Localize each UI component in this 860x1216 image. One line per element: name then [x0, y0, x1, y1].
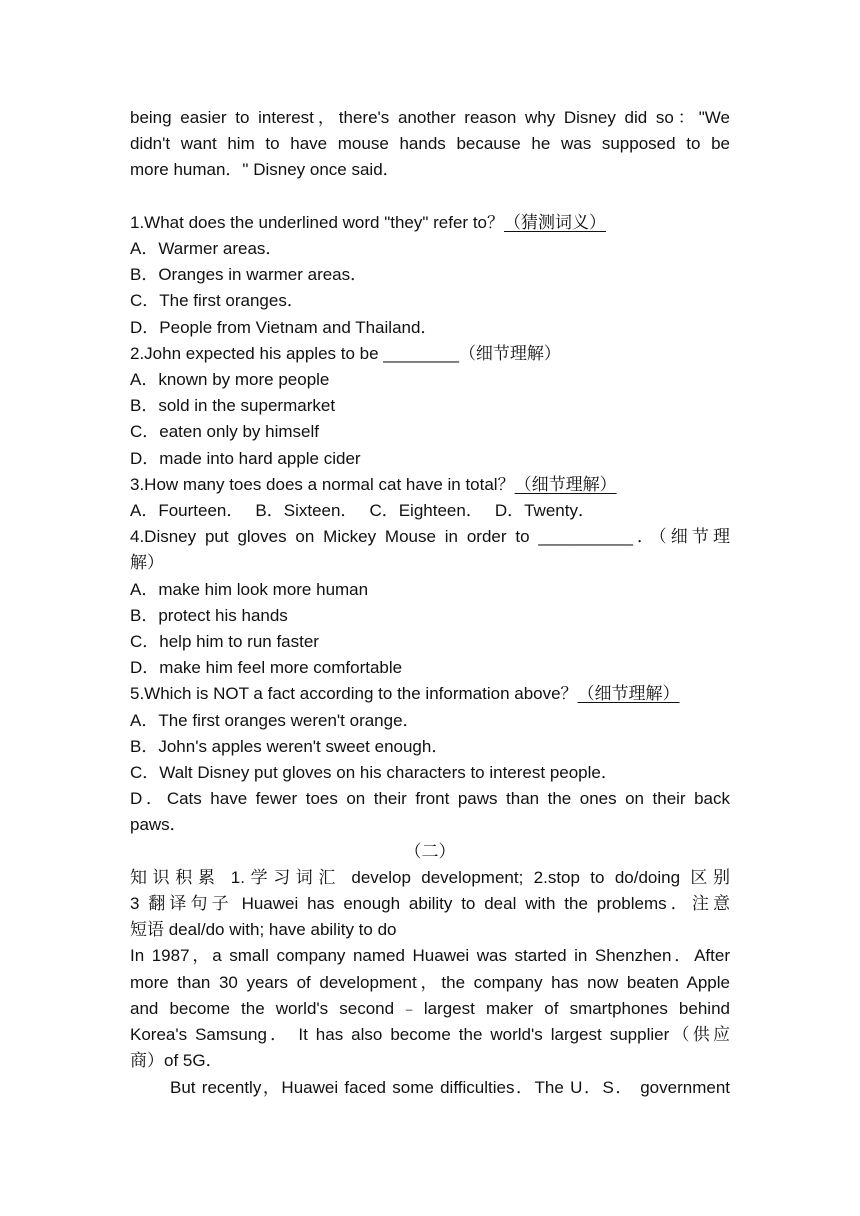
passage-line-3: and become the world's second﹣largest maker of smartphones behind: [130, 998, 730, 1018]
q4-option-a: A．make him look more human: [130, 579, 369, 599]
intro-line-3: more human．" Disney once said．: [130, 160, 400, 180]
knowledge-line-3: 短语 deal/do with; have ability to do: [130, 920, 397, 940]
passage-line-2: more than 30 years of development，the company has now beaten Apple: [130, 972, 730, 992]
question-4-stem-cont: 解）: [130, 553, 164, 574]
q4-option-d: D．make him feel more comfortable: [130, 658, 403, 678]
q5-option-c: C．Walt Disney put gloves on his characters to interest people．: [130, 763, 618, 783]
q5-option-a: A．The first oranges weren't orange．: [130, 710, 420, 730]
q3-option-c: C．Eighteen．: [369, 501, 483, 521]
passage-line-6: But recently，Huawei faced some difficulties．The U．S． government: [170, 1077, 730, 1097]
q2-option-d: D．made into hard apple cider: [130, 448, 361, 468]
intro-line-2: didn't want him to have mouse hands because he was supposed to be: [130, 134, 730, 154]
question-2-stem: 2.John expected his apples to be ________: [130, 343, 459, 363]
passage-line-1: In 1987，a small company named Huawei was started in Shenzhen．After: [130, 946, 730, 966]
question-3-stem: 3.How many toes does a normal cat have in total？: [130, 474, 515, 494]
q1-option-a: A．Warmer areas．: [130, 239, 283, 258]
q4-option-c: C．help him to run faster: [130, 632, 319, 652]
knowledge-line-2: 3 翻译句子 Huawei has enough ability to deal with the problems．注意: [130, 894, 730, 914]
question-3: [130, 472, 730, 498]
section-heading: （二）: [404, 841, 456, 862]
passage-line-4: Korea's Samsung． It has also become the world's largest supplier（供应: [130, 1025, 730, 1045]
question-4-stem: 4.Disney put gloves on Mickey Mouse in order to __________．（细节理: [130, 527, 730, 547]
question-1-tag: （猜测词义）: [504, 212, 606, 233]
question-5-stem: 5.Which is NOT a fact according to the information above？: [130, 684, 578, 704]
q3-options: [130, 498, 730, 524]
question-2-tag: （细节理解）: [458, 343, 561, 364]
q3-option-d: D．Twenty．: [494, 501, 595, 521]
question-2: [130, 341, 730, 367]
question-5: [130, 681, 730, 707]
question-5-tag: （细节理解）: [577, 684, 680, 705]
q1-option-d: D．People from Vietnam and Thailand．: [130, 317, 438, 337]
q5-option-d-cont: paws．: [130, 815, 187, 835]
q5-option-b: B．John's apples weren't sweet enough．: [130, 736, 449, 756]
passage-line-5: 商）of 5G．: [130, 1051, 223, 1071]
question-3-tag: （细节理解）: [514, 474, 617, 495]
q2-option-a: A．known by more people: [130, 370, 330, 390]
knowledge-line-1: 知识积累 1.学习词汇 develop development; 2.stop to do/doing 区别: [130, 867, 730, 887]
q4-option-b: B．protect his hands: [130, 605, 288, 625]
q5-option-d: D．Cats have fewer toes on their front paws than the ones on their back: [130, 789, 730, 809]
question-1-stem: 1.What does the underlined word "they" refer to？: [130, 212, 504, 232]
document-page: [130, 105, 730, 1101]
q2-option-c: C．eaten only by himself: [130, 422, 319, 442]
q1-option-b: B．Oranges in warmer areas．: [130, 265, 368, 285]
intro-line-1: being easier to interest，there's another reason why Disney did so："We: [130, 108, 730, 127]
q3-option-b: B．Sixteen．: [255, 501, 358, 521]
question-1: [130, 210, 730, 236]
q2-option-b: B．sold in the supermarket: [130, 396, 336, 416]
q3-option-a: A．Fourteen．: [130, 501, 244, 521]
blank-line: [130, 184, 730, 210]
q1-option-c: C．The first oranges．: [130, 291, 304, 311]
